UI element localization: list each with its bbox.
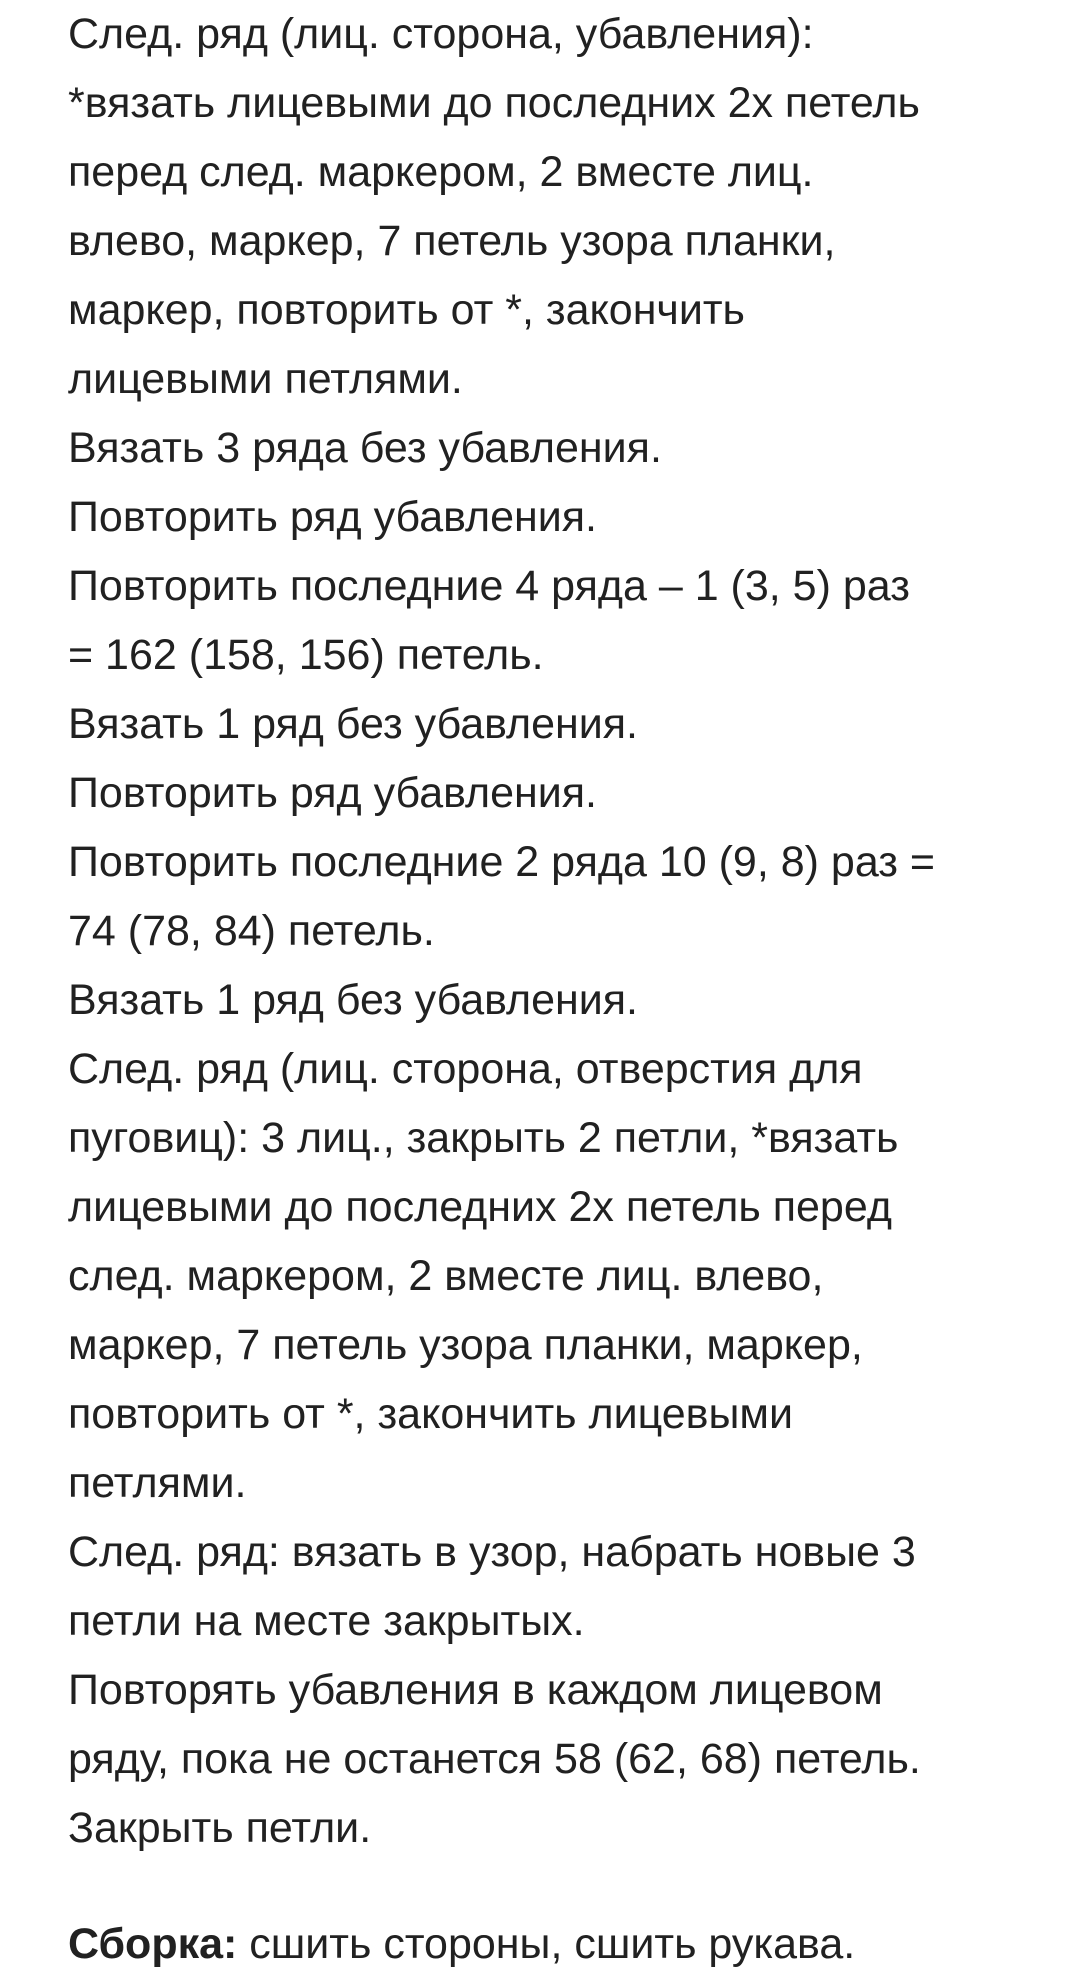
text-line: *вязать лицевыми до последних 2х петель: [68, 79, 920, 127]
text-line: Вязать 3 ряда без убавления.: [68, 424, 662, 472]
text-line: Закрыть петли.: [68, 1804, 372, 1852]
text-line: след. маркером, 2 вместе лиц. влево,: [68, 1252, 824, 1300]
text-line: лицевыми до последних 2х петель перед: [68, 1183, 892, 1231]
text-line: влево, маркер, 7 петель узора планки,: [68, 217, 836, 265]
text-line: пуговиц): 3 лиц., закрыть 2 петли, *вязать: [68, 1114, 899, 1162]
assembly-label: Сборка:: [68, 1920, 238, 1968]
assembly-note: [68, 1910, 855, 1979]
text-line: перед след. маркером, 2 вместе лиц.: [68, 148, 814, 196]
text-line: Вязать 1 ряд без убавления.: [68, 700, 639, 748]
text-line: петлями.: [68, 1459, 247, 1507]
text-line: ряду, пока не останется 58 (62, 68) петель.: [68, 1735, 921, 1783]
text-line: маркер, 7 петель узора планки, маркер,: [68, 1321, 863, 1369]
text-line: Вязать 1 ряд без убавления.: [68, 976, 639, 1024]
text-line: 74 (78, 84) петель.: [68, 907, 435, 955]
text-line: След. ряд (лиц. сторона, убавления):: [68, 10, 814, 58]
text-line: петли на месте закрытых.: [68, 1597, 585, 1645]
text-line: лицевыми петлями.: [68, 355, 463, 403]
text-line: = 162 (158, 156) петель.: [68, 631, 544, 679]
text-line: След. ряд: вязать в узор, набрать новые 3: [68, 1528, 916, 1576]
pattern-instructions: [68, 0, 1068, 1863]
text-line: Повторить последние 4 ряда – 1 (3, 5) раз: [68, 562, 910, 610]
text-line: Повторять убавления в каждом лицевом: [68, 1666, 883, 1714]
text-line: След. ряд (лиц. сторона, отверстия для: [68, 1045, 863, 1093]
text-line: Повторить последние 2 ряда 10 (9, 8) раз =: [68, 838, 936, 886]
text-line: Повторить ряд убавления.: [68, 493, 597, 541]
assembly-text: сшить стороны, сшить рукава.: [237, 1920, 856, 1968]
text-line: маркер, повторить от *, закончить: [68, 286, 745, 334]
text-line: повторить от *, закончить лицевыми: [68, 1390, 793, 1438]
text-line: Повторить ряд убавления.: [68, 769, 597, 817]
